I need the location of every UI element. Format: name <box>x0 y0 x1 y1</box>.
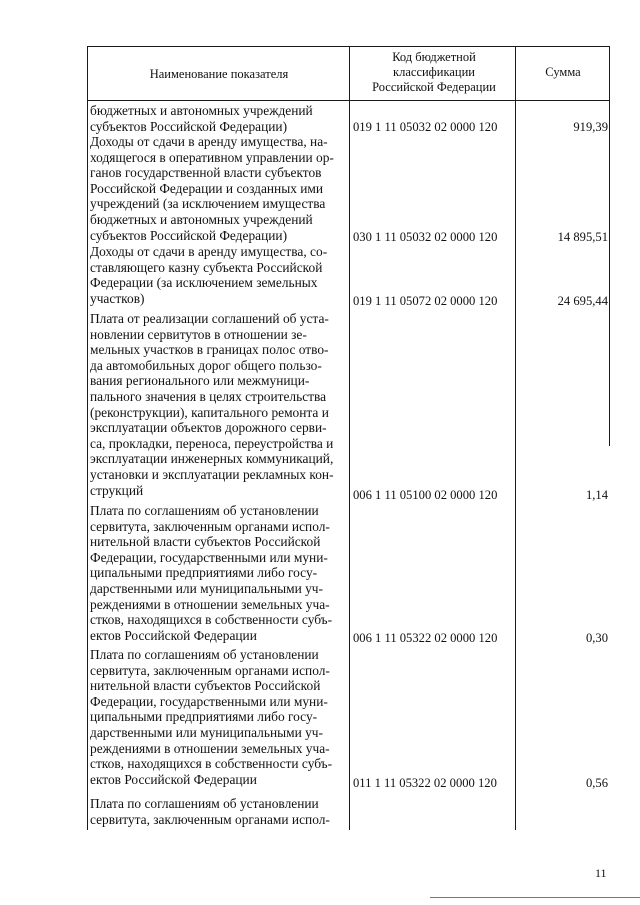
row-name-line: Федерации (за исключением земельных <box>90 275 318 291</box>
row-sum: 24 695,44 <box>557 294 608 308</box>
row-name-line: Федерации, государственными или муни- <box>90 549 328 565</box>
row-code: 011 1 11 05322 02 0000 120 <box>353 776 497 790</box>
row-name-line: бюджетных и автономных учреждений <box>90 103 313 118</box>
row-name-line: Плата по соглашениям об установлении <box>90 647 319 662</box>
row-name-line: эксплуатации объектов дорожного серви- <box>90 420 327 436</box>
row-name-line: (реконструкции), капитального ремонта и <box>90 404 329 420</box>
header-code-line-3: Российской Федерации <box>372 80 496 94</box>
row-name-line: стков, находящихся в собственности субъ- <box>90 612 333 628</box>
row-code: 019 1 11 05032 02 0000 120 <box>353 120 498 134</box>
row-sum: 919,39 <box>573 120 608 134</box>
row-name-line: ставляющего казну субъекта Российской <box>90 259 323 275</box>
table-left-border <box>87 46 88 830</box>
row-name-line: субъектов Российской Федерации) <box>90 227 288 243</box>
row-name-line: дарственными или муниципальными уч- <box>90 724 324 740</box>
row-name-line: ганов государственной власти субъектов <box>90 165 322 181</box>
column-divider-2 <box>515 46 516 830</box>
row-name-line: бюджетных и автономных учреждений <box>90 211 313 227</box>
row-name-line: Доходы от сдачи в аренду имущества, со- <box>90 244 328 259</box>
row-name-line: Плата по соглашениям об установлении <box>90 503 319 518</box>
row-name-line: нительной власти субъектов Российской <box>90 534 321 550</box>
row-name-line: да автомобильных дорог общего пользо- <box>90 357 322 373</box>
header-code-line-1: Код бюджетной <box>392 50 476 64</box>
row-name-line: пального значения в целях строительства <box>90 388 327 404</box>
row-name-line: Российской Федерации и созданных ими <box>90 180 324 196</box>
row-name-line: ектов Российской Федерации <box>90 627 257 643</box>
column-divider-1 <box>349 46 350 830</box>
header-name: Наименование показателя <box>149 67 289 81</box>
row-name-line: реждениями в отношении земельных уча- <box>90 596 330 612</box>
row-name-line: вания регионального или межмуници- <box>90 373 310 389</box>
row-name <box>90 503 346 643</box>
row-name-line: Плата по соглашениям об установлении <box>90 796 319 811</box>
row-name-line: установки и эксплуатации рекламных кон- <box>90 466 334 482</box>
header-code-line-2: классификации <box>393 65 475 79</box>
row-name-line: ходящегося в оперативном управлении ор- <box>90 149 334 165</box>
row-name <box>90 134 346 243</box>
row-name-line: сервитута, заключенным органами испол- <box>90 662 330 678</box>
row-code: 006 1 11 05322 02 0000 120 <box>353 631 498 645</box>
row-name-line: ципальными предприятиями либо госу- <box>90 565 318 581</box>
row-name-line: са, прокладки, переноса, переустройства и <box>90 435 334 451</box>
row-name-line: Федерации, государственными или муни- <box>90 693 328 709</box>
row-name <box>90 103 346 134</box>
row-sum: 0,30 <box>585 631 608 645</box>
row-name <box>90 796 346 827</box>
row-name-line: учреждений (за исключением имущества <box>90 196 326 212</box>
table-right-border <box>609 46 610 446</box>
row-name-line: мельных участков в границах полос отво- <box>90 342 329 358</box>
page-number: 11 <box>595 866 607 880</box>
row-name-line: ектов Российской Федерации <box>90 771 257 787</box>
row-name-line: дарственными или муниципальными уч- <box>90 580 324 596</box>
row-name-line: субъектов Российской Федерации) <box>90 118 288 134</box>
row-code: 030 1 11 05032 02 0000 120 <box>353 230 498 244</box>
row-name-line: струкций <box>90 482 144 498</box>
row-name-line: участков) <box>90 290 145 306</box>
header-sum: Сумма <box>545 65 581 79</box>
row-name-line: реждениями в отношении земельных уча- <box>90 740 330 756</box>
row-name-line: сервитута, заключенным органами испол- <box>90 811 330 827</box>
row-sum: 0,56 <box>585 776 608 790</box>
row-sum: 14 895,51 <box>557 230 608 244</box>
row-name-line: сервитута, заключенным органами испол- <box>90 518 330 534</box>
row-name-line: Доходы от сдачи в аренду имущества, на- <box>90 134 328 149</box>
row-name-line: нительной власти субъектов Российской <box>90 678 321 694</box>
row-name <box>90 311 346 498</box>
row-name-line: ципальными предприятиями либо госу- <box>90 709 318 725</box>
row-name <box>90 647 346 787</box>
row-name-line: новлении сервитутов в отношении зе- <box>90 326 307 342</box>
row-name-line: эксплуатации инженерных коммуникаций, <box>90 451 334 467</box>
scan-edge-line <box>430 897 640 898</box>
row-code: 006 1 11 05100 02 0000 120 <box>353 488 498 502</box>
row-code: 019 1 11 05072 02 0000 120 <box>353 294 498 308</box>
row-name <box>90 244 346 306</box>
row-name-line: стков, находящихся в собственности субъ- <box>90 756 333 772</box>
header-code <box>352 50 516 95</box>
row-sum: 1,14 <box>585 488 608 502</box>
row-name-line: Плата от реализации соглашений об уста- <box>90 311 329 326</box>
